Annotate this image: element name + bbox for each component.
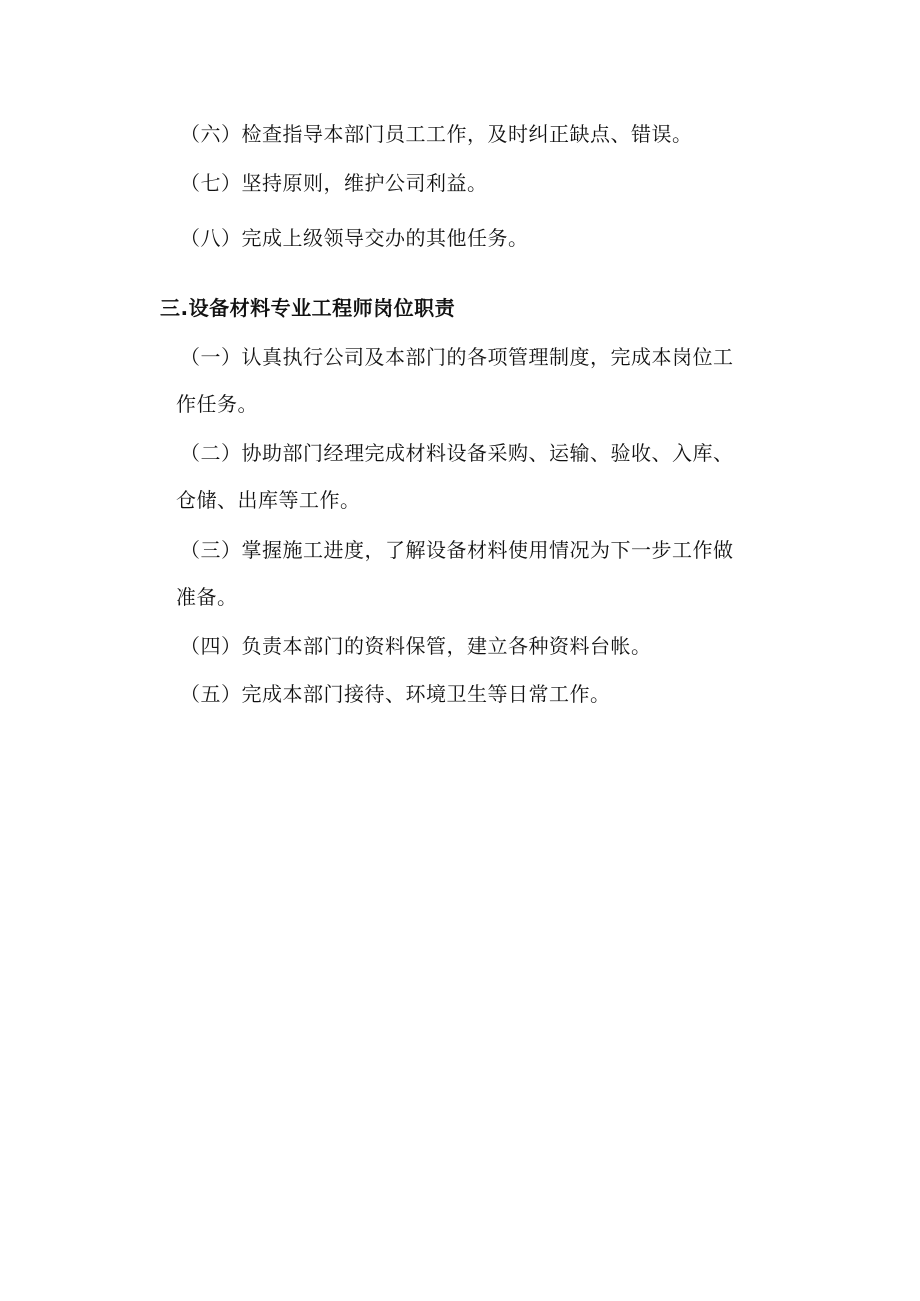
section-line-6: 准备。 bbox=[176, 585, 238, 609]
section-line-5: （三）掌握施工进度，了解设备材料使用情况为下一步工作做 bbox=[180, 538, 734, 562]
duty-item-7: （七）坚持原则，维护公司利益。 bbox=[180, 171, 488, 195]
section-line-2: 作任务。 bbox=[176, 392, 258, 416]
section-heading: 三.设备材料专业工程师岗位职责 bbox=[160, 296, 456, 320]
section-line-1: （一）认真执行公司及本部门的各项管理制度，完成本岗位工 bbox=[180, 345, 734, 369]
duty-item-8: （八）完成上级领导交办的其他任务。 bbox=[180, 226, 529, 250]
section-line-7: （四）负责本部门的资料保管，建立各种资料台帐。 bbox=[180, 634, 652, 658]
duty-item-6: （六）检查指导本部门员工工作，及时纠正缺点、错误。 bbox=[180, 122, 693, 146]
section-line-8: （五）完成本部门接待、环境卫生等日常工作。 bbox=[180, 682, 611, 706]
section-line-4: 仓储、出库等工作。 bbox=[176, 488, 361, 512]
section-line-3: （二）协助部门经理完成材料设备采购、运输、验收、入库、 bbox=[180, 441, 734, 465]
